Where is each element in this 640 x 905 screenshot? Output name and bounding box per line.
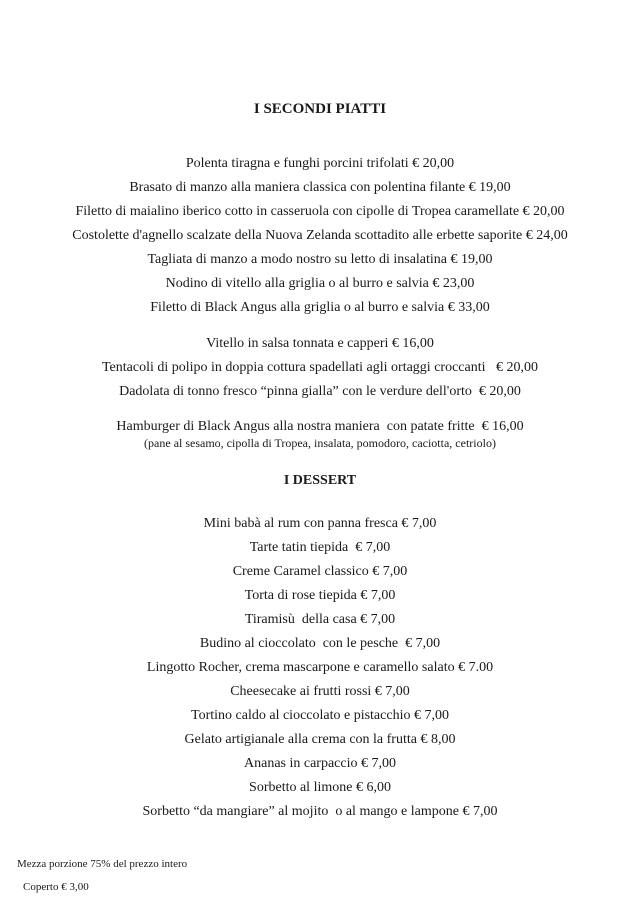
menu-item: Budino al cioccolato con le pesche € 7,00: [199, 636, 441, 651]
menu-item: Tortino caldo al cioccolato e pistacchio € 7,00: [191, 708, 449, 723]
menu-item: Vitello in salsa tonnata e capperi € 16,00: [206, 336, 434, 351]
half-portion-note: Mezza porzione 75% del prezzo intero: [17, 858, 188, 870]
menu-item: Polenta tiragna e funghi porcini trifolati € 20,00: [185, 156, 455, 171]
menu-item: Brasato di manzo alla maniera classica con polentina filante € 19,00: [129, 180, 511, 195]
dessert-title: I DESSERT: [283, 473, 357, 488]
menu-item: Nodino di vitello alla griglia o al burro e salvia € 23,00: [165, 276, 475, 291]
secondi-list-b: [0, 332, 640, 404]
hamburger-name: Hamburger di Black Angus alla nostra maniera con patate fritte € 16,00: [116, 419, 524, 434]
menu-item: Creme Caramel classico € 7,00: [232, 564, 408, 579]
secondi-list: [0, 152, 640, 320]
menu-item: Mini babà al rum con panna fresca € 7,00: [203, 516, 437, 531]
menu-item: Tentacoli di polipo in doppia cottura spadellati agli ortaggi croccanti € 20,00: [101, 360, 538, 375]
hamburger-note: (pane al sesamo, cipolla di Tropea, insalata, pomodoro, caciotta, cetriolo): [144, 436, 496, 450]
secondi-title: I SECONDI PIATTI: [253, 101, 387, 117]
menu-item: Cheesecake ai frutti rossi € 7,00: [230, 684, 410, 699]
hamburger-item: [0, 418, 640, 450]
menu-item: Tiramisù della casa € 7,00: [244, 612, 396, 627]
menu-item: Costolette d'agnello scalzate della Nuova Zelanda scottadito alle erbette saporite € 24,00: [72, 228, 568, 243]
menu-item: Filetto di Black Angus alla griglia o al burro e salvia € 33,00: [150, 300, 490, 315]
menu-item: Sorbetto al limone € 6,00: [249, 780, 391, 795]
menu-item: Gelato artigianale alla crema con la frutta € 8,00: [184, 732, 456, 747]
cover-charge-note: Coperto € 3,00: [23, 881, 89, 893]
menu-item: Filetto di maialino iberico cotto in casseruola con cipolle di Tropea caramellate € 20,00: [75, 204, 565, 219]
menu-item: Tagliata di manzo a modo nostro su letto di insalatina € 19,00: [147, 252, 493, 267]
menu-item: Ananas in carpaccio € 7,00: [244, 756, 396, 771]
menu-item: Torta di rose tiepida € 7,00: [244, 588, 396, 603]
dessert-list: [0, 512, 640, 824]
menu-item: Dadolata di tonno fresco “pinna gialla” con le verdure dell'orto € 20,00: [119, 384, 521, 399]
menu-item: Lingotto Rocher, crema mascarpone e caramello salato € 7.00: [146, 660, 494, 675]
menu-item: Tarte tatin tiepida € 7,00: [249, 540, 391, 555]
menu-item: Sorbetto “da mangiare” al mojito o al mango e lampone € 7,00: [142, 804, 498, 819]
